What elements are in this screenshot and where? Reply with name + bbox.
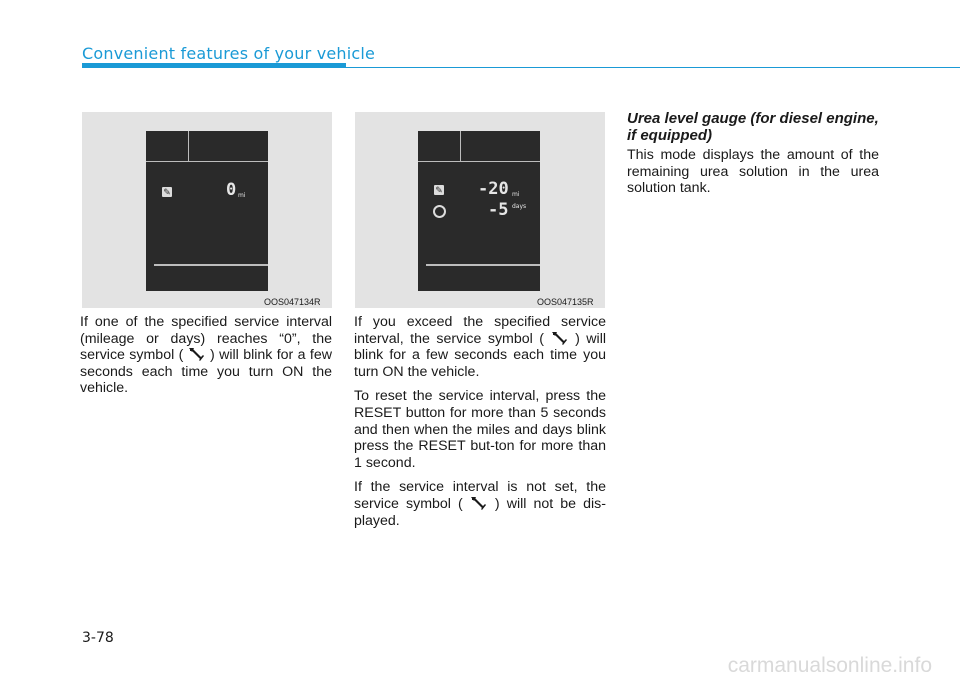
service-days-unit: days <box>512 203 527 210</box>
section-title: Convenient features of your vehicle <box>82 44 376 63</box>
watermark: carmanualsonline.info <box>727 654 932 677</box>
cluster-display <box>146 131 268 291</box>
text-span: ) will blink for a few seconds each time you turn ON the vehicle. <box>354 330 606 380</box>
display-divider-bottom <box>154 264 268 266</box>
display-divider-tick <box>460 131 461 161</box>
text-span: ) will not be dis-played. <box>354 495 606 529</box>
paragraph <box>354 314 606 380</box>
service-distance-value: -20 <box>478 179 509 199</box>
display-divider-top <box>146 161 268 162</box>
cluster-figure-2 <box>355 112 605 308</box>
figure-caption-2: OOS047135R <box>537 297 594 307</box>
service-distance-unit: mi <box>512 191 520 198</box>
column-1-text <box>80 314 332 405</box>
column-2-text <box>354 314 606 537</box>
text-span: If you exceed the specified service interval, the service symbol ( <box>354 314 606 347</box>
column-3-text <box>627 147 879 205</box>
display-divider-bottom <box>426 264 540 266</box>
page-number: 3-78 <box>82 630 114 646</box>
service-distance-unit: mi <box>238 192 246 199</box>
paragraph <box>80 314 332 397</box>
cluster-display <box>418 131 540 291</box>
cluster-figure-1 <box>82 112 332 308</box>
service-days-value: -5 <box>488 200 509 220</box>
figure-caption-1: OOS047134R <box>264 297 321 307</box>
paragraph: To reset the service interval, press the RESET button for more than 5 seconds and then when the miles and days blink press the RESET but-ton for more than 1 second. <box>354 388 606 471</box>
wrench-icon <box>470 496 488 512</box>
display-divider-top <box>418 161 540 162</box>
display-divider-tick <box>188 131 189 161</box>
urea-gauge-heading: Urea level gauge (for diesel engine, if equipped) <box>627 110 879 144</box>
service-distance-value: 0 <box>226 180 237 200</box>
paragraph: This mode displays the amount of the remaining urea solution in the urea solution tank. <box>627 147 879 197</box>
paragraph <box>354 479 606 529</box>
text-span: If one of the specified service interval (mileage or days) reaches “0”, the service symbol ( <box>80 314 332 364</box>
text-span: ) will blink for a few seconds each time you turn ON the vehicle. <box>80 347 332 397</box>
clock-icon <box>433 205 446 218</box>
header-rule <box>82 67 960 68</box>
service-wrench-icon: ✎ <box>163 187 171 197</box>
wrench-icon <box>188 347 206 363</box>
wrench-icon <box>551 331 569 347</box>
text-span: If the service interval is not set, the service symbol ( <box>354 479 606 512</box>
service-wrench-icon: ✎ <box>435 185 443 195</box>
